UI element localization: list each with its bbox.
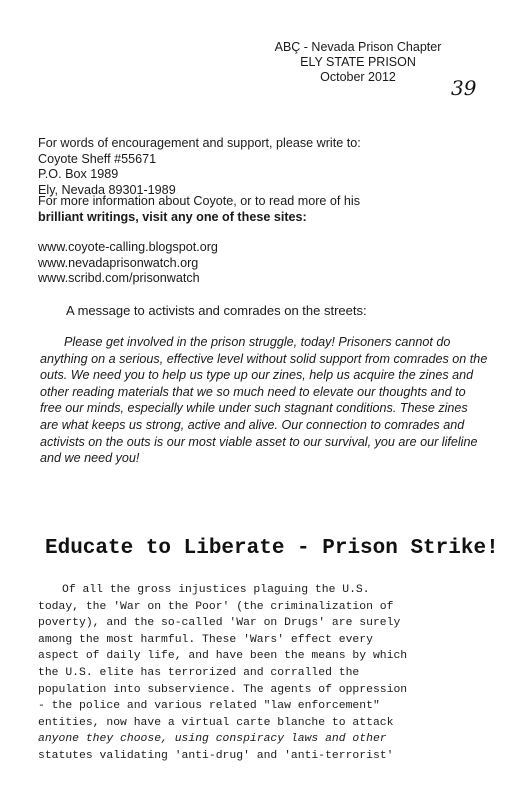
article-line: poverty), and the so-called 'War on Drugs' are surely bbox=[38, 617, 401, 630]
issue-date: October 2012 bbox=[320, 70, 396, 84]
website-link[interactable]: www.scribd.com/prisonwatch bbox=[38, 271, 200, 286]
contact-address bbox=[38, 136, 361, 198]
article-line: entities, now have a virtual carte blanche to attack bbox=[38, 716, 394, 729]
article-line: the U.S. elite has terrorized and corralled the bbox=[38, 666, 360, 679]
article-line: aspect of daily life, and have been the means by which bbox=[38, 650, 408, 663]
more-info-line-2: brilliant writings, visit any one of these sites: bbox=[38, 209, 307, 224]
handwritten-page-number: 39 bbox=[451, 76, 477, 100]
chapter-header bbox=[258, 40, 458, 85]
article-line: among the most harmful. These 'Wars' effect every bbox=[38, 633, 373, 646]
article-line: anyone they choose, using conspiracy laws and other bbox=[38, 733, 387, 746]
more-info bbox=[38, 194, 488, 225]
more-info-line-1: For more information about Coyote, or to read more of his bbox=[38, 194, 360, 208]
contact-po-box: P.O. Box 1989 bbox=[38, 167, 119, 182]
prison-name: ELY STATE PRISON bbox=[300, 55, 416, 69]
message-body: Please get involved in the prison struggle, today! Prisoners cannot do anything on a serious, effective level without solid support from comrades on the outs. We need you to help us type up our zines, help us acquire the zines and other reading materials that we so much need to elevate our thoughts and to free our minds, especially while under such stagnant conditions. These zines are what keeps us strong, active and alive. Our connection to comrades and activists on the outs is our most viable asset to our survival, you are our lifeline and we need you! bbox=[40, 335, 488, 466]
article-line: today, the 'War on the Poor' (the criminalization of bbox=[38, 600, 394, 613]
article-line: population into subservience. The agents of oppression bbox=[38, 683, 408, 696]
contact-name: Coyote Sheff #55671 bbox=[38, 151, 157, 166]
website-list bbox=[38, 240, 218, 287]
website-link[interactable]: www.nevadaprisonwatch.org bbox=[38, 255, 199, 270]
article-line: Of all the gross injustices plaguing the U.S. bbox=[62, 584, 370, 596]
chapter-name: ABÇ - Nevada Prison Chapter bbox=[274, 40, 442, 54]
contact-city: Ely, Nevada 89301-1989 bbox=[38, 182, 176, 197]
article-line: - the police and various related "law enforcement" bbox=[38, 700, 380, 713]
article-headline: Educate to Liberate - Prison Strike! bbox=[45, 537, 499, 560]
article-body bbox=[38, 582, 486, 765]
website-link[interactable]: www.coyote-calling.blogspot.org bbox=[38, 240, 218, 254]
message-title: A message to activists and comrades on the streets: bbox=[66, 303, 367, 318]
article-line: statutes validating 'anti-drug' and 'anti-terrorist' bbox=[38, 749, 394, 762]
contact-intro: For words of encouragement and support, please write to: bbox=[38, 136, 361, 150]
